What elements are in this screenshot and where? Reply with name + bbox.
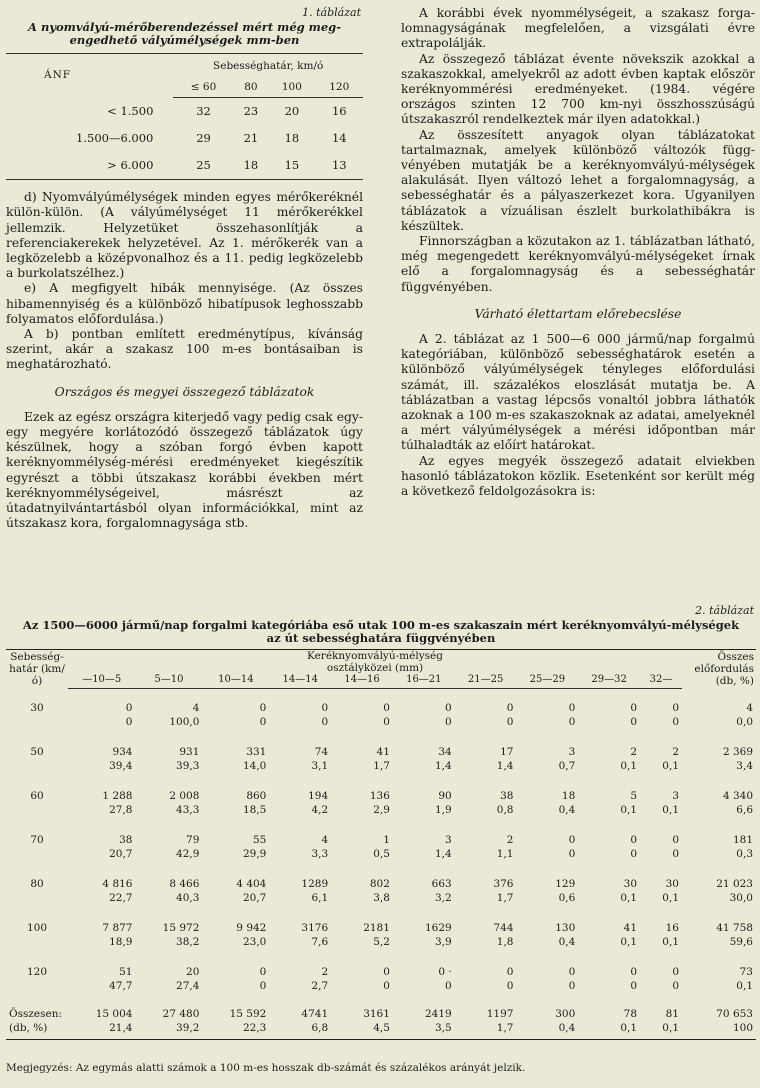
table2-total-percent-cell: 22,3 <box>242 1022 267 1034</box>
table2-count-cell: 4 <box>746 701 753 714</box>
table2-total-count-cell: 15 004 <box>95 1008 133 1020</box>
table2-percent-cell: 0 <box>259 980 267 992</box>
table2-count-cell: 18 <box>561 790 576 802</box>
table2-total-percent-cell: 39,2 <box>176 1022 200 1034</box>
table2-percent-cell: 0,0 <box>736 716 753 728</box>
table1-column-header: 80 <box>234 77 269 98</box>
table1-cell: 20 <box>284 104 300 119</box>
table1-title-line1: A nyomvályú-mérőberendezéssel mért még meg- <box>28 20 341 34</box>
table2-percent-cell: 42,9 <box>176 848 200 860</box>
left-column <box>6 6 363 531</box>
table2-percent-cell: 7,6 <box>311 936 329 948</box>
table1-cell: 16 <box>331 104 347 119</box>
table2-class-header: 10—14 <box>202 674 269 689</box>
table2-speed-cell: 50 <box>30 746 44 758</box>
table2-count-cell: 2 <box>630 746 638 758</box>
table2-percent-cell: 0 <box>321 716 329 728</box>
table2-row-percent <box>6 715 756 733</box>
table2-percent-cell: 0 <box>259 716 267 728</box>
table2-percent-cell: 3,9 <box>435 936 452 948</box>
table2-percent-cell: 0 <box>506 980 514 992</box>
table2-class-header: 16—21 <box>393 674 455 689</box>
table1-cell: 25 <box>196 158 211 173</box>
table2-count-cell: 931 <box>179 746 200 758</box>
right-paragraph-2: Az összegező táblázat évente növekszik azokkal a szakaszokkal, amelyekről az adott évben kaptak először keréknyommérési eredményeket. (1984. végére országos szinten 12 700 km-nyi összhosszúságú útszakaszról rendelkeztek már ilyen adatokkal.) <box>401 51 755 127</box>
table2-percent-cell: 1,7 <box>496 892 514 904</box>
table2-section <box>6 604 756 1040</box>
table2-speed-cell: 70 <box>30 834 44 846</box>
table2-row-percent <box>6 891 756 909</box>
table2-total-percent-cell: 21,4 <box>109 1022 133 1034</box>
table2-percent-cell: 0,6 <box>558 892 576 904</box>
table1-row <box>6 152 363 180</box>
table2-speed-cell: 100 <box>26 922 48 934</box>
table1-row-label: < 1.500 <box>107 103 154 118</box>
table2-count-cell: 30 <box>623 878 638 890</box>
table2-percent-cell: 23,0 <box>242 936 267 948</box>
table2-percent-cell: 0 <box>445 716 452 728</box>
table2-count-cell: 0 <box>672 834 679 846</box>
table2-percent-cell: 3,3 <box>311 848 329 860</box>
table2-row-counts <box>6 689 756 716</box>
table2-total-percent-cell: 6,8 <box>311 1022 329 1034</box>
table2-count-cell: 21 023 <box>716 878 753 890</box>
table2-count-cell: 2 008 <box>169 790 200 802</box>
table2-count-cell: 663 <box>431 878 452 890</box>
table2-count-cell: 73 <box>739 966 753 978</box>
table2-percent-cell: 39,4 <box>109 760 133 772</box>
table2-percent-cell: 27,8 <box>109 804 133 816</box>
table2-total-percent-cell: 4,5 <box>373 1022 390 1034</box>
table2-class-header: 29—32 <box>578 674 640 689</box>
table2-percent-cell: 0 <box>125 716 133 728</box>
table1-cell: 15 <box>284 158 300 173</box>
table2-percent-cell: 0 <box>672 716 679 728</box>
table2-percent-cell: 0,1 <box>620 892 638 904</box>
table2-total-percent-cell: 1,7 <box>496 1022 514 1034</box>
table2-percent-cell: 1,4 <box>435 848 452 860</box>
table2-percent-cell: 0 <box>445 980 452 992</box>
table2-percent-cell: 20,7 <box>242 892 267 904</box>
table2-count-cell: 129 <box>555 878 576 890</box>
table2-count-cell: 30 <box>665 878 679 890</box>
table2-percent-cell: 18,5 <box>242 804 267 816</box>
table2-percent-cell: 3,8 <box>373 892 390 904</box>
table2-count-cell: 2 <box>672 746 679 758</box>
table2-title <box>6 619 756 645</box>
table2-count-cell: 0 <box>506 966 514 978</box>
table2-total-header: Összes előfordulás (db, %) <box>694 651 754 688</box>
table2-total-count-cell: 4741 <box>301 1008 329 1020</box>
table2-count-cell: 3176 <box>301 922 329 934</box>
table2-count-cell: 0 <box>672 702 679 714</box>
table2-count-cell: 0 · <box>438 966 452 978</box>
table2-note: Megjegyzés: Az egymás alatti számok a 100 m-es hosszak db-számát és százalékos arányát jelzik. <box>6 1062 526 1074</box>
table2-percent-cell: 0,7 <box>558 760 576 772</box>
table2-count-cell: 2 <box>506 834 514 846</box>
table1-row-label: > 6.000 <box>107 158 154 173</box>
table2-total-count-cell: 78 <box>623 1008 638 1020</box>
table2-total-percent-cell: 3,5 <box>435 1022 452 1034</box>
table2-percent-cell: 38,2 <box>176 936 200 948</box>
table2-percent-cell: 0,4 <box>558 936 576 948</box>
table2-title-line1: Az 1500—6000 jármű/nap forgalmi kategóriába eső utak 100 m-es szakaszain mért keréknyomvályú-mélységek <box>22 618 740 632</box>
right-paragraph-3: Az összesített anyagok olyan táblázatokat tartalmaznak, amelyek különböző változók függvényében mutatják be a keréknyomvályú-mélységek alakulását. Ilyen változó lehet a forgalomnagyság, a sebességhatár és a pályaszerkezet kora. Ugyanilyen táblázatok a vízuálisan észlelt burkolathibákra is készültek. <box>401 127 755 233</box>
left-paragraph-4: Ezek az egész országra kiterjedő vagy pedig csak egy-egy megyére korlátozódó összegező táblázatok úgy készülnek, hogy a szóban forgó évben kapott keréknyommélység-mérési eredményeket kiegészítik egyrészt a többi útszakasz korábbi években mért keréknyommélységeivel, másrészt az útadatnyilvántartásból olyan információkkal, mint az útszakasz kora, forgalomnagysága stb. <box>6 409 363 531</box>
table2-count-cell: 2 <box>321 966 329 978</box>
right-paragraph-6: Az egyes megyék összegező adatait elviekben hasonló táblázatokon közlik. Esetenként sor került még a következő feldolgozásokra is: <box>401 453 755 499</box>
table2-count-cell: 194 <box>308 790 329 802</box>
table2-percent-cell: 18,9 <box>109 936 133 948</box>
table2-count-cell: 0 <box>568 834 576 846</box>
table2-percent-cell: 3,4 <box>736 760 753 772</box>
table2-row-percent <box>6 803 756 821</box>
table2-percent-cell: 2,7 <box>311 980 329 992</box>
table2-count-cell: 34 <box>438 746 452 758</box>
table2-percent-cell: 40,3 <box>176 892 200 904</box>
table2-percent-cell: 29,9 <box>242 848 267 860</box>
table2-count-cell: 0 <box>506 702 514 714</box>
table2-percent-cell: 3,2 <box>435 892 452 904</box>
table1-cell: 14 <box>331 131 347 146</box>
table2-count-cell: 20 <box>186 966 200 978</box>
table2-speed-cell: 80 <box>30 878 44 890</box>
table2-percent-cell: 0,8 <box>496 804 514 816</box>
table2-count-cell: 934 <box>112 746 133 758</box>
table2-class-group-header <box>68 650 682 675</box>
table1-title <box>6 21 363 47</box>
table2-row-percent <box>6 847 756 865</box>
table2-percent-cell: 22,7 <box>109 892 133 904</box>
table1-row <box>6 125 363 152</box>
table2-total-percent-cell: 100 <box>732 1022 753 1034</box>
table2-percent-cell: 6,1 <box>311 892 329 904</box>
table2-percent-cell: 0 <box>383 716 390 728</box>
table2-percent-cell: 47,7 <box>109 980 133 992</box>
table2-percent-cell: 0,1 <box>662 804 679 816</box>
table2-percent-cell: 0 <box>672 848 679 860</box>
table2-count-cell: 16 <box>665 922 679 934</box>
table2-percent-cell: 27,4 <box>176 980 200 992</box>
table2-count-cell: 55 <box>252 834 267 846</box>
table2-count-cell: 4 340 <box>722 790 753 802</box>
table2-percent-cell: 1,4 <box>496 760 514 772</box>
table2-percent-cell: 0,1 <box>662 760 679 772</box>
table2-count-cell: 0 <box>630 702 638 714</box>
table1-row-label: 1.500—6.000 <box>76 131 154 146</box>
table2-row-percent <box>6 935 756 953</box>
table2-count-cell: 0 <box>259 966 267 978</box>
table2-row-counts <box>6 821 756 847</box>
table2-total-count-cell: 1197 <box>486 1008 514 1020</box>
right-subheading: Várható élettartam előrebecslése <box>474 306 682 321</box>
table2-percent-cell: 0 <box>568 848 576 860</box>
table2-count-cell: 2 369 <box>722 746 753 758</box>
table2-count-cell: 38 <box>500 790 514 802</box>
table2-total-counts <box>6 997 756 1021</box>
table2-percent-cell: 59,6 <box>729 936 753 948</box>
table2-count-cell: 0 <box>630 966 638 978</box>
table2-percent-cell: 0 <box>506 716 514 728</box>
table2-percent-cell: 30,0 <box>729 892 753 904</box>
table2-total-count-cell: 81 <box>665 1008 679 1020</box>
table2-count-cell: 860 <box>246 790 267 802</box>
table1-cell: 23 <box>243 104 259 119</box>
table1-row-header: ÁNF <box>44 69 72 82</box>
table2-total-count-cell: 2419 <box>424 1008 452 1020</box>
table2-count-cell: 4 816 <box>102 878 133 890</box>
table2-count-cell: 17 <box>500 746 514 758</box>
table2-row-counts <box>6 865 756 891</box>
table1-cell: 29 <box>196 131 211 146</box>
table2-count-cell: 4 <box>192 702 200 714</box>
table2-row-counts <box>6 953 756 979</box>
table2-count-cell: 130 <box>555 922 576 934</box>
table2-percent-cell: 43,3 <box>176 804 200 816</box>
table2-count-cell: 38 <box>119 834 133 846</box>
table2-count-cell: 376 <box>493 878 514 890</box>
table2-percent-cell: 0 <box>630 848 638 860</box>
table2-count-cell: 3 <box>568 746 576 758</box>
table2-total-percent <box>6 1021 756 1040</box>
table2-count-cell: 1629 <box>424 922 452 934</box>
table2-percent-cell: 1,1 <box>496 848 514 860</box>
table2-class-header: —10—5 <box>68 674 135 689</box>
table2-percent-cell: 39,3 <box>176 760 200 772</box>
table1-col-group: Sebességhatár, km/ó <box>213 60 324 72</box>
table2-class-group-line1: Keréknyomvályú-mélység <box>307 650 443 662</box>
table1-column-header: ≤ 60 <box>173 77 233 98</box>
table2-row-percent <box>6 979 756 997</box>
table2-speed-header: Sebesség-határ (km/ó) <box>9 651 65 688</box>
table1-title-line2: engedhető vályúmélységek mm-ben <box>69 33 300 47</box>
table2-class-group-line2: osztályközei (mm) <box>326 662 424 674</box>
table1-cell: 13 <box>331 158 347 173</box>
table1-cell: 32 <box>196 104 211 119</box>
left-paragraph-2: e) A megfigyelt hibák mennyisége. (Az összes hibamennyiség és a különböző hibatípusok leghosszabb folyamatos előfordulása.) <box>6 281 363 326</box>
table2-count-cell: 3 <box>445 834 452 846</box>
table2-count-cell: 8 466 <box>169 878 200 890</box>
left-paragraph-1: d) Nyomvályúmélységek minden egyes mérőkeréknél külön-külön. (A vályúmélységet 11 mérőkerékkel jellemzik. Helyzetüket összehasonlítják a referenciakerekek helyzetével. Az 1. mérőkerék van a legközelebb a középvonalhoz és a 11. pedig legközelebb a burkolatszélhez.) <box>6 190 363 281</box>
table2-percent-cell: 0 <box>383 980 390 992</box>
table2-count-cell: 41 758 <box>716 922 753 934</box>
table2-total-percent-cell: 0,4 <box>558 1022 576 1034</box>
table2-speed-cell: 30 <box>30 701 44 714</box>
table2-percent-cell: 3,1 <box>311 760 329 772</box>
right-paragraph-5: A 2. táblázat az 1 500—6 000 jármű/nap forgalmú kategóriában, különböző sebességhatárok esetén a különböző vályúmélységek tényleges előfordulási számát, ill. százalékos eloszlását mutatja be. A táblázatban a vastag lépcsős vonaltól jobbra láthatók azoknak a 100 m-es szakaszoknak az adatai, amelyeknél a mért vályúmélységek a mérési időpontban már túlhaladták az előírt határokat. <box>401 332 755 453</box>
table2-percent-cell: 4,2 <box>311 804 329 816</box>
table2-count-cell: 15 972 <box>162 922 200 934</box>
table2-count-cell: 1 <box>383 834 390 846</box>
table2-count-cell: 79 <box>186 834 200 846</box>
table2-count-cell: 744 <box>493 922 514 934</box>
table2-class-header: 25—29 <box>516 674 578 689</box>
table1-column-header: 100 <box>268 77 315 98</box>
table1-row <box>6 98 363 126</box>
table2-percent-cell: 6,6 <box>736 804 753 816</box>
table2-total-count-cell: 27 480 <box>162 1008 200 1020</box>
table2-count-cell: 9 942 <box>236 922 267 934</box>
table2-total-count-cell: 70 653 <box>716 1008 753 1020</box>
table2-percent-cell: 0,1 <box>620 760 638 772</box>
table2-row-counts <box>6 777 756 803</box>
table1-cell: 18 <box>243 158 259 173</box>
table2-count-cell: 41 <box>376 746 390 758</box>
right-column <box>401 6 755 499</box>
table2-count-cell: 4 404 <box>236 878 267 890</box>
table2-count-cell: 0 <box>383 702 390 714</box>
table2-percent-cell: 1,8 <box>496 936 514 948</box>
table2-percent-cell: 2,9 <box>373 804 390 816</box>
table2-count-cell: 136 <box>369 790 390 802</box>
table2-percent-cell: 0,3 <box>736 848 753 860</box>
table2-total-label: Összesen: <box>9 1008 63 1020</box>
table2-count-cell: 90 <box>438 790 452 802</box>
table2-percent-cell: 5,2 <box>373 936 390 948</box>
table2 <box>6 649 756 1040</box>
table2-count-cell: 0 <box>125 702 133 714</box>
table2-row-counts <box>6 909 756 935</box>
table2-percent-cell: 0,1 <box>662 892 679 904</box>
table2-tag: 2. táblázat <box>695 604 754 617</box>
table2-percent-cell: 20,7 <box>109 848 133 860</box>
table2-count-cell: 0 <box>445 702 452 714</box>
table2-count-cell: 2181 <box>363 922 390 934</box>
table2-percent-cell: 0 <box>568 716 576 728</box>
table2-count-cell: 0 <box>321 702 329 714</box>
table2-count-cell: 0 <box>259 702 267 714</box>
table2-count-cell: 331 <box>246 746 267 758</box>
right-paragraph-1: A korábbi évek nyommélységeit, a szakasz forgalomnagyságának megfelelően, a vizsgálati évre extrapolálják. <box>401 6 755 51</box>
table1-cell: 18 <box>284 131 300 146</box>
right-paragraph-4: Finnországban a közutakon az 1. táblázatban látható, még megengedett keréknyomvályú-mélységeket írnak elő a forgalomnagyság és a sebességhatár függvényében. <box>401 234 755 294</box>
table2-row-counts <box>6 733 756 759</box>
table2-speed-cell: 120 <box>26 966 48 978</box>
table2-count-cell: 51 <box>119 966 133 978</box>
table2-count-cell: 0 <box>672 966 679 978</box>
table2-total-count-cell: 15 592 <box>229 1008 267 1020</box>
table2-count-cell: 4 <box>321 834 329 846</box>
table2-class-header: 14—16 <box>331 674 393 689</box>
table2-percent-cell: 1,9 <box>435 804 452 816</box>
left-subheading: Országos és megyei összegező táblázatok <box>54 384 315 399</box>
table2-total-label-unit: (db, %) <box>9 1022 48 1034</box>
table2-percent-cell: 1,7 <box>373 760 390 772</box>
table2-class-header: 32— <box>640 674 682 689</box>
table2-count-cell: 3 <box>672 790 679 802</box>
table2-speed-cell: 60 <box>30 790 44 802</box>
table2-count-cell: 802 <box>369 878 390 890</box>
table2-row-percent <box>6 759 756 777</box>
table2-count-cell: 5 <box>630 790 638 802</box>
table2-percent-cell: 0,1 <box>736 980 753 992</box>
table2-percent-cell: 0,1 <box>620 804 638 816</box>
table2-percent-cell: 0,1 <box>662 936 679 948</box>
table2-percent-cell: 0 <box>630 980 638 992</box>
table2-class-header: 5—10 <box>135 674 202 689</box>
table2-percent-cell: 0 <box>672 980 679 992</box>
table2-total-percent-cell: 0,1 <box>620 1022 638 1034</box>
table2-total-count-cell: 3161 <box>363 1008 390 1020</box>
table2-percent-cell: 1,4 <box>435 760 452 772</box>
table1-column-header: 120 <box>316 77 363 98</box>
table2-percent-cell: 14,0 <box>242 760 267 772</box>
left-paragraph-3: A b) pontban említett eredménytípus, kívánság szerint, akár a szakasz 100 m-es bontásaiban is meghatározható. <box>6 327 363 372</box>
table2-percent-cell: 0,5 <box>373 848 390 860</box>
table2-count-cell: 0 <box>383 966 390 978</box>
table2-count-cell: 1289 <box>301 878 329 890</box>
table2-total-count-cell: 300 <box>555 1008 576 1020</box>
table2-count-cell: 0 <box>568 702 576 714</box>
table2-count-cell: 0 <box>630 834 638 846</box>
table2-title-line2: az út sebességhatára függvényében <box>266 631 496 645</box>
table1-cell: 21 <box>243 131 259 146</box>
table2-percent-cell: 0 <box>630 716 638 728</box>
table2-class-header: 14—14 <box>269 674 331 689</box>
table1-tag: 1. táblázat <box>302 6 361 19</box>
table2-class-header: 21—25 <box>455 674 517 689</box>
table2-total-percent-cell: 0,1 <box>662 1022 679 1034</box>
table2-count-cell: 0 <box>568 966 576 978</box>
table2-count-cell: 1 288 <box>102 790 133 802</box>
table2-percent-cell: 0,4 <box>558 804 576 816</box>
table2-count-cell: 181 <box>732 834 753 846</box>
table2-count-cell: 41 <box>623 922 638 934</box>
table1 <box>6 53 363 180</box>
table2-percent-cell: 0 <box>568 980 576 992</box>
table2-count-cell: 7 877 <box>102 922 133 934</box>
table2-count-cell: 74 <box>314 746 329 758</box>
table2-percent-cell: 0,1 <box>620 936 638 948</box>
table2-percent-cell: 100,0 <box>169 716 200 728</box>
